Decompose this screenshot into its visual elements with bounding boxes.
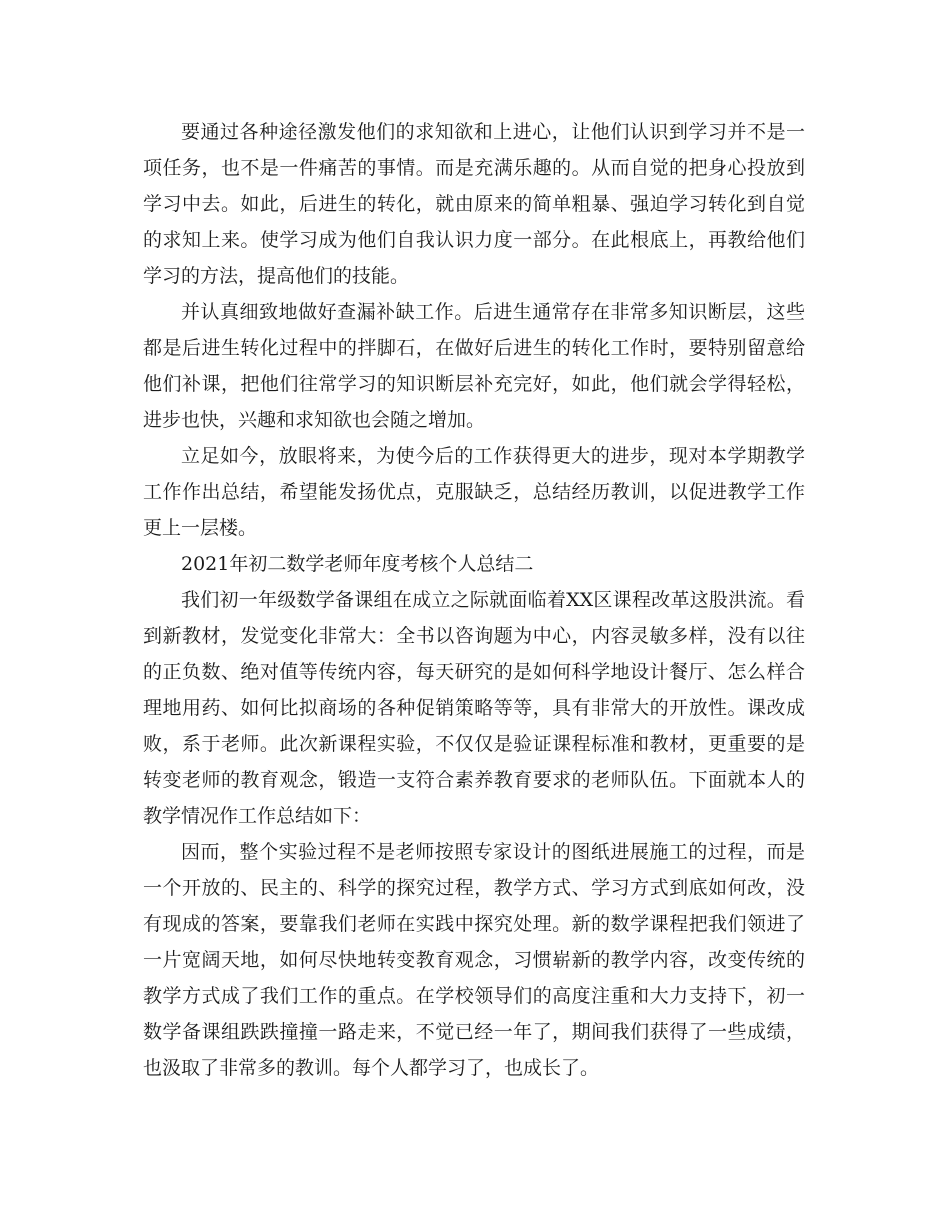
paragraph-curriculum-reform: 我们初一年级数学备课组在成立之际就面临着XX区课程改革这股洪流。看到新教材，发觉变化非常大：全书以咨询题为中心，内容灵敏多样，没有以往的正负数、绝对值等传统内容，每天研究的是如何科学地设计餐厅、怎么样合理地用药、如何比拟商场的各种促销策略等等，具有非常大的开放性。课改成败，系于老师。此次新课程实验，不仅仅是验证课程标准和教材，更重要的是转变老师的教育观念，锻造一支符合素养教育要求的老师队伍。下面就本人的教学情况作工作总结如下： <box>143 589 805 827</box>
paragraph-motivation: 要通过各种途径激发他们的求知欲和上进心，让他们认识到学习并不是一项任务，也不是一件痛苦的事情。而是充满乐趣的。从而自觉的把身心投放到学习中去。如此，后进生的转化，就由原来的简单粗暴、强迫学习转化到自觉的求知上来。使学习成为他们自我认识力度一部分。在此根底上，再教给他们学习的方法，提高他们的技能。 <box>143 121 805 287</box>
paragraph-looking-forward: 立足如今，放眼将来，为使今后的工作获得更大的进步，现对本学期教学工作作出总结，希望能发扬优点，克服缺乏，总结经历教训，以促进教学工作更上一层楼。 <box>143 445 805 539</box>
section-title: 2021年初二数学老师年度考核个人总结二 <box>181 553 534 575</box>
paragraph-exploration-process: 因而，整个实验过程不是老师按照专家设计的图纸进展施工的过程，而是一个开放的、民主的、科学的探究过程，教学方式、学习方式到底如何改，没有现成的答案，要靠我们老师在实践中探究处理。新的数学课程把我们领进了一片宽阔天地，如何尽快地转变教育观念，习惯崭新的教学内容，改变传统的教学方式成了我们工作的重点。在学校领导们的高度注重和大力支持下，初一数学备课组跌跌撞撞一路走来，不觉已经一年了，期间我们获得了一些成绩，也汲取了非常多的教训。每个人都学习了，也成长了。 <box>143 841 805 1079</box>
document-body <box>143 114 805 1086</box>
paragraph-remedial-work: 并认真细致地做好查漏补缺工作。后进生通常存在非常多知识断层，这些都是后进生转化过程中的拌脚石，在做好后进生的转化工作时，要特别留意给他们补课，把他们往常学习的知识断层补充完好，如此，他们就会学得轻松，进步也快，兴趣和求知欲也会随之增加。 <box>143 301 805 431</box>
